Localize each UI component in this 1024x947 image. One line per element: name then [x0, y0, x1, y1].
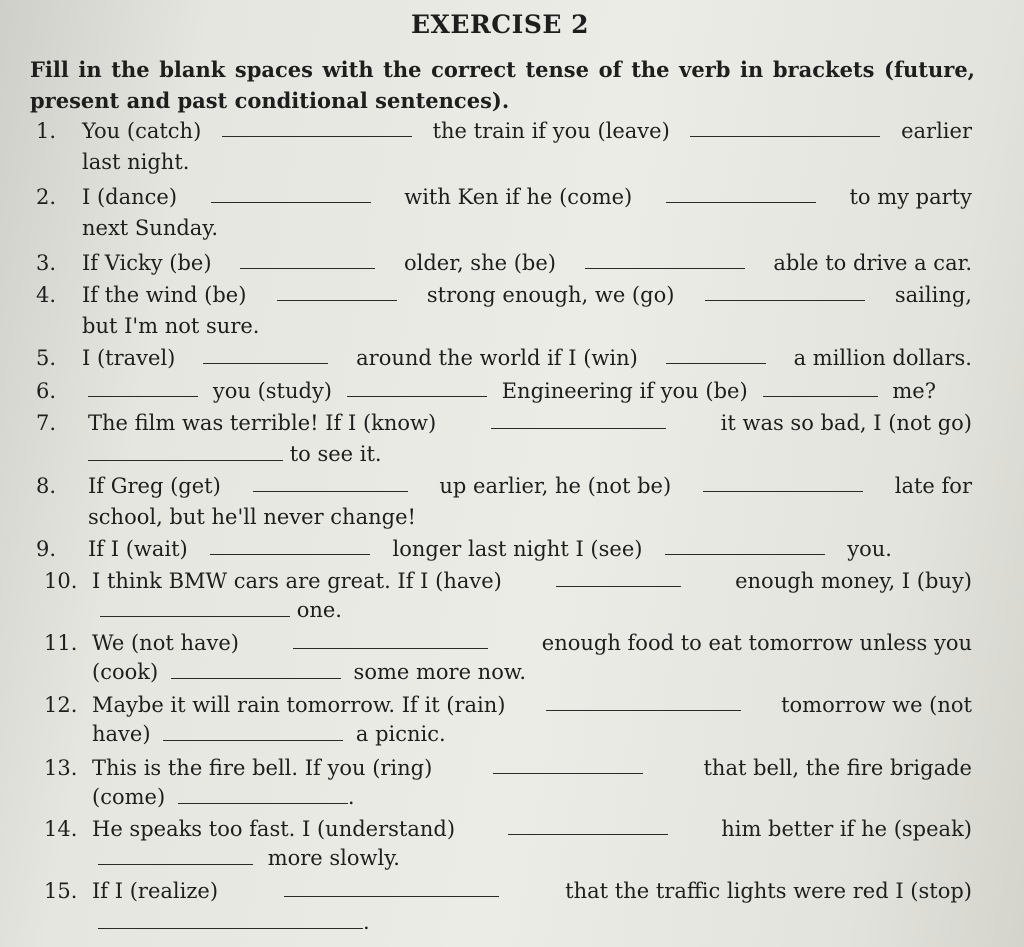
item-number: 11. [44, 631, 78, 655]
answer-blank[interactable] [98, 844, 253, 865]
answer-blank[interactable] [203, 343, 328, 364]
item-text: If Vicky (be) [82, 251, 212, 275]
answer-blank[interactable] [163, 720, 343, 741]
item-text: If the wind (be) [82, 283, 247, 307]
item-text: some more now. [353, 660, 527, 684]
answer-blank[interactable] [666, 182, 816, 203]
item-text: him better if he (speak) [721, 817, 972, 841]
item-text: (come) [92, 785, 166, 809]
item-text: I think BMW cars are great. If I (have) [92, 569, 502, 593]
item-text: Maybe it will rain tomorrow. If it (rain) [92, 693, 506, 717]
item-number: 8. [36, 474, 57, 498]
item-line-1 [82, 182, 972, 213]
answer-blank[interactable] [666, 343, 766, 364]
item-text: that the traffic lights were red I (stop) [565, 879, 972, 903]
item-text: late for [894, 474, 972, 498]
item-text: have) [92, 722, 151, 746]
answer-blank[interactable] [210, 534, 370, 555]
item-text: I (dance) [82, 185, 178, 209]
item-text: me? [892, 379, 936, 403]
item-line-2: but I'm not sure. [82, 314, 260, 338]
item-text: The film was terrible! If I (know) [88, 411, 437, 435]
answer-blank[interactable] [493, 753, 643, 774]
item-line-1 [88, 376, 936, 407]
item-text: enough food to eat tomorrow unless you [541, 631, 972, 655]
item-text: enough money, I (buy) [735, 569, 972, 593]
item-line-2 [92, 782, 355, 813]
item-text: more slowly. [267, 846, 400, 870]
exercise-title: EXERCISE 2 [410, 10, 590, 39]
item-text: He speaks too fast. I (understand) [92, 817, 456, 841]
item-text: We (not have) [92, 631, 239, 655]
answer-blank[interactable] [705, 280, 865, 301]
item-text: earlier [901, 119, 972, 143]
item-number: 10. [44, 569, 78, 593]
item-number: 15. [44, 879, 78, 903]
answer-blank[interactable] [171, 658, 341, 679]
item-number: 1. [36, 119, 57, 143]
answer-blank[interactable] [665, 534, 825, 555]
answer-blank[interactable] [100, 596, 290, 617]
item-line-2: last night. [82, 150, 190, 174]
item-line-2 [92, 719, 446, 750]
item-line-1 [92, 690, 972, 721]
item-line-1 [88, 471, 972, 502]
item-line-2 [98, 843, 400, 874]
item-line-2 [100, 595, 342, 626]
item-text: the train if you (leave) [432, 119, 670, 143]
item-text: This is the fire bell. If you (ring) [92, 756, 433, 780]
item-line-1 [92, 814, 972, 845]
item-text: with Ken if he (come) [404, 185, 633, 209]
answer-blank[interactable] [703, 471, 863, 492]
item-text: strong enough, we (go) [426, 283, 675, 307]
item-number: 3. [36, 251, 57, 275]
item-line-1 [82, 248, 972, 279]
item-number: 2. [36, 185, 57, 209]
item-text: sailing, [894, 283, 972, 307]
item-text: You (catch) [82, 119, 202, 143]
item-number: 4. [36, 283, 57, 307]
answer-blank[interactable] [88, 440, 283, 461]
item-line-2 [98, 907, 370, 938]
item-line-2 [92, 657, 526, 688]
item-text: (cook) [92, 660, 159, 684]
answer-blank[interactable] [546, 690, 741, 711]
item-line-1 [82, 343, 972, 374]
item-number: 9. [36, 537, 57, 561]
answer-blank[interactable] [240, 248, 375, 269]
answer-blank[interactable] [763, 376, 878, 397]
item-line-2 [88, 439, 382, 470]
answer-blank[interactable] [585, 248, 745, 269]
item-text: longer last night I (see) [392, 537, 643, 561]
item-text: . [363, 910, 370, 934]
item-number: 6. [36, 379, 57, 403]
item-text: one. [296, 598, 342, 622]
item-line-1 [92, 628, 972, 659]
item-line-1 [88, 408, 972, 439]
item-text: to my party [849, 185, 972, 209]
item-text: that bell, the fire brigade [703, 756, 972, 780]
item-text: you (study) [212, 379, 332, 403]
item-number: 5. [36, 346, 57, 370]
item-line-1 [92, 566, 972, 597]
item-text: I (travel) [82, 346, 176, 370]
item-text: able to drive a car. [773, 251, 972, 275]
item-text: around the world if I (win) [356, 346, 638, 370]
item-text: If I (realize) [92, 879, 219, 903]
answer-blank[interactable] [222, 116, 412, 137]
answer-blank[interactable] [277, 280, 397, 301]
answer-blank[interactable] [98, 908, 363, 929]
item-line-2: next Sunday. [82, 216, 219, 240]
answer-blank[interactable] [293, 628, 488, 649]
item-number: 13. [44, 756, 78, 780]
answer-blank[interactable] [508, 814, 668, 835]
item-text: you. [847, 537, 892, 561]
item-line-2: school, but he'll never change! [88, 505, 416, 529]
item-line-1 [88, 534, 892, 565]
answer-blank[interactable] [491, 408, 666, 429]
answer-blank[interactable] [211, 182, 371, 203]
answer-blank[interactable] [556, 566, 681, 587]
item-number: 14. [44, 817, 78, 841]
item-text: up earlier, he (not be) [439, 474, 672, 498]
item-text: a picnic. [355, 722, 446, 746]
answer-blank[interactable] [178, 783, 348, 804]
item-text: to see it. [289, 442, 382, 466]
item-line-1 [82, 280, 972, 311]
item-text: Engineering if you (be) [501, 379, 748, 403]
item-line-1 [92, 876, 972, 907]
item-text: . [347, 785, 355, 809]
item-text: it was so bad, I (not go) [720, 411, 972, 435]
item-text: tomorrow we (not [781, 693, 972, 717]
item-text: If Greg (get) [88, 474, 221, 498]
item-text: a million dollars. [793, 346, 972, 370]
answer-blank[interactable] [690, 116, 880, 137]
answer-blank[interactable] [253, 471, 408, 492]
item-text: older, she (be) [403, 251, 556, 275]
answer-blank[interactable] [284, 876, 499, 897]
exercise-instruction: Fill in the blank spaces with the correct tense of the verb in brackets (future, present and past conditional sentences). [30, 57, 975, 113]
item-line-1 [92, 753, 972, 784]
item-text: If I (wait) [88, 537, 188, 561]
item-number: 12. [44, 693, 78, 717]
item-line-1 [82, 116, 972, 147]
item-number: 7. [36, 411, 57, 435]
answer-blank[interactable] [88, 376, 198, 397]
answer-blank[interactable] [347, 376, 487, 397]
